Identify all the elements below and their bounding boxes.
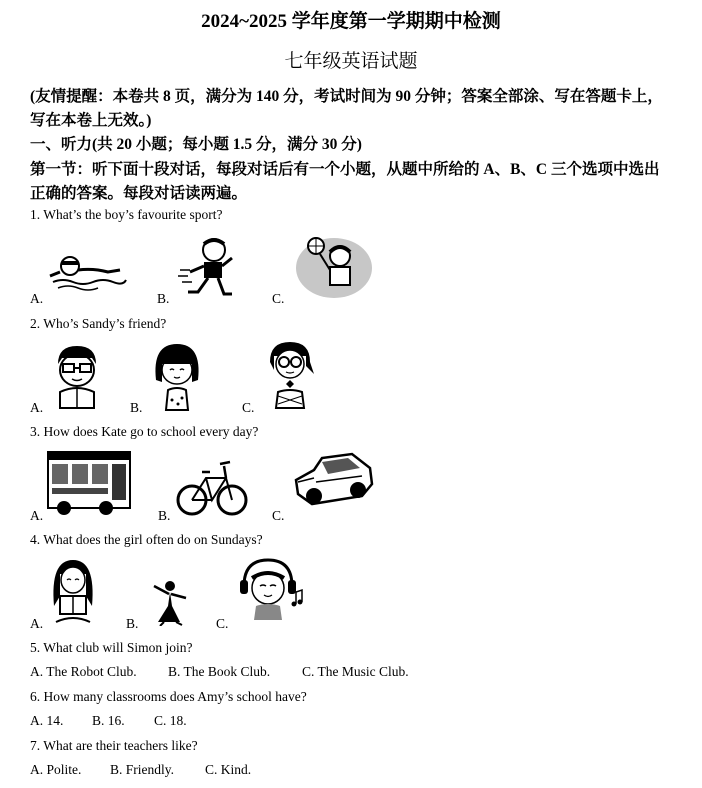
q7-option-c[interactable]: C. Kind. [205, 762, 252, 777]
q6-option-b[interactable]: B. 16. [92, 713, 125, 728]
section-heading: 一、听力(共 20 小题；每小题 1.5 分，满分 30 分) [30, 136, 362, 153]
q5-option-a[interactable]: A. The Robot Club. [30, 664, 137, 679]
boy-with-glasses-icon [52, 344, 102, 410]
q7-option-b[interactable]: B. Friendly. [110, 762, 174, 777]
q2-option-c[interactable]: C. [242, 400, 255, 415]
q5-option-c[interactable]: C. The Music Club. [302, 664, 409, 679]
part1-instruction-1: 第一节：听下面十段对话，每段对话后有一个小题，从题中所给的 A、B、C 三个选项中选出 [30, 161, 660, 178]
q1-option-b[interactable]: B. [157, 291, 170, 306]
q2-option-b[interactable]: B. [130, 400, 143, 415]
q4-option-b[interactable]: B. [126, 616, 139, 631]
question-4: 4. What does the girl often do on Sundays? [30, 532, 263, 547]
bicycle-icon [176, 454, 248, 518]
question-7: 7. What are their teachers like? [30, 738, 198, 753]
q3-option-b[interactable]: B. [158, 508, 171, 523]
swimming-boy-icon [48, 250, 128, 292]
question-3: 3. How does Kate go to school every day? [30, 424, 259, 439]
question-1: 1. What’s the boy’s favourite sport? [30, 207, 223, 222]
girl-reading-icon [46, 556, 100, 624]
q7-option-a[interactable]: A. Polite. [30, 762, 82, 777]
girl-with-bangs-icon [152, 342, 202, 412]
part1-instruction-2: 正确的答案。每段对话读两遍。 [30, 185, 248, 202]
girl-dancing-icon [150, 578, 190, 626]
q4-option-c[interactable]: C. [216, 616, 229, 631]
girl-listening-music-icon [236, 556, 306, 622]
question-5: 5. What club will Simon join? [30, 640, 193, 655]
q1-option-a[interactable]: A. [30, 291, 44, 306]
q3-option-a[interactable]: A. [30, 508, 44, 523]
question-6: 6. How many classrooms does Amy’s school have? [30, 689, 307, 704]
q2-option-a[interactable]: A. [30, 400, 44, 415]
exam-subtitle: 七年级英语试题 [284, 51, 418, 72]
q3-option-c[interactable]: C. [272, 508, 285, 523]
exam-title: 2024~2025 学年度第一学期期中检测 [201, 11, 501, 32]
car-icon [292, 452, 376, 510]
q6-option-c[interactable]: C. 18. [154, 713, 187, 728]
notice-line-2: 写在本卷上无效。) [30, 112, 152, 129]
q5-option-b[interactable]: B. The Book Club. [168, 664, 271, 679]
question-2: 2. Who’s Sandy’s friend? [30, 316, 167, 331]
running-boy-icon [178, 236, 238, 298]
q6-option-a[interactable]: A. 14. [30, 713, 64, 728]
q1-option-c[interactable]: C. [272, 291, 285, 306]
basketball-boy-icon [294, 234, 374, 300]
q4-option-a[interactable]: A. [30, 616, 44, 631]
girl-with-glasses-icon [264, 340, 316, 410]
bus-icon [46, 450, 132, 518]
notice-line-1: (友情提醒：本卷共 8 页，满分为 140 分，考试时间为 90 分钟；答案全部涂、写在答题卡上， [30, 88, 663, 105]
